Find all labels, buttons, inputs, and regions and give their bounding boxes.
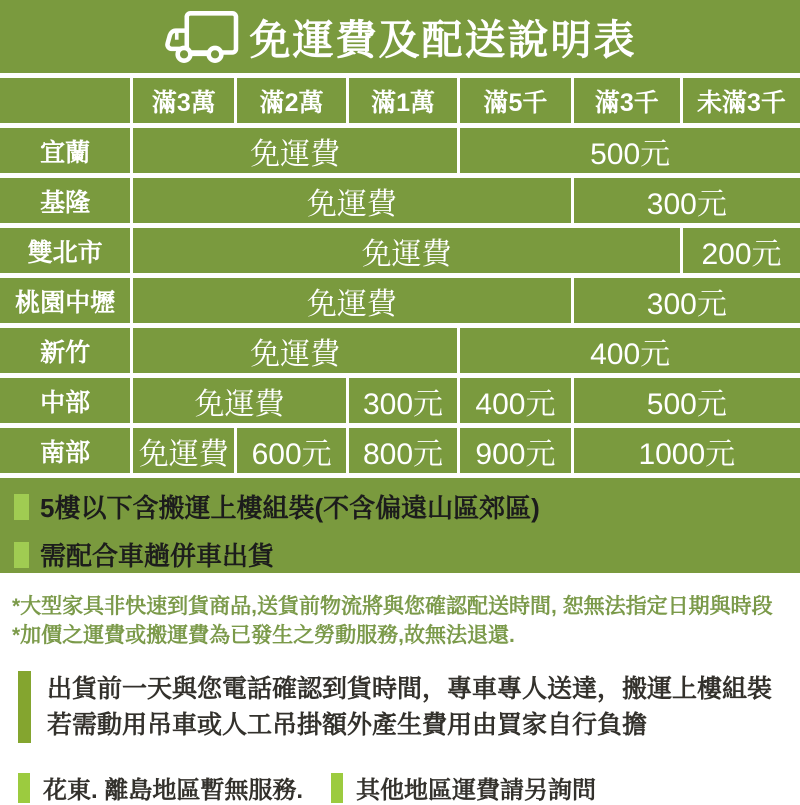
region-label: 南部 (0, 426, 132, 476)
fee-cell: 500元 (572, 376, 800, 426)
fee-cell: 300元 (347, 376, 458, 426)
region-label: 新竹 (0, 326, 132, 376)
fee-cell: 900元 (459, 426, 572, 476)
delivery-note-line: 若需動用吊車或人工吊掛額外產生費用由買家自行負擔 (47, 711, 648, 739)
fee-cell: 免運費 (132, 276, 572, 326)
footnote-line: *大型家具非快速到貨商品,送貨前物流將與您確認配送時間, 恕無法指定日期與時段 (12, 595, 773, 618)
accent-bar-icon (18, 671, 31, 743)
page-title (0, 0, 800, 73)
fee-cell: 200元 (681, 226, 800, 276)
fee-cell: 300元 (572, 276, 800, 326)
table-row (0, 126, 800, 176)
fee-cell: 免運費 (132, 326, 459, 376)
footnote-line: *加價之運費或搬運費為已發生之勞動服務,故無法退還. (12, 624, 515, 647)
column-header: 滿2萬 (236, 76, 347, 126)
fee-cell: 1000元 (572, 426, 800, 476)
column-header: 滿3萬 (132, 76, 236, 126)
note-text: 需配合車趟併車出貨 (40, 541, 275, 571)
truck-icon (164, 10, 246, 64)
fee-cell: 800元 (347, 426, 458, 476)
accent-bar-icon (18, 773, 30, 803)
region-label: 雙北市 (0, 226, 132, 276)
page-title-text: 免運費及配送說明表 (249, 17, 637, 63)
region-label: 基隆 (0, 176, 132, 226)
table-row (0, 276, 800, 326)
note-text: 5樓以下含搬運上樓組裝(不含偏遠山區郊區) (40, 493, 540, 523)
column-header: 未滿3千 (681, 76, 800, 126)
table-row (0, 226, 800, 276)
footnote-panel (0, 573, 800, 804)
delivery-note (18, 671, 800, 743)
corner-cell (0, 76, 132, 126)
fee-cell: 600元 (236, 426, 347, 476)
bottom-note-text: 花東. 離島地區暫無服務. (43, 777, 304, 804)
shipping-fee-table (0, 73, 800, 478)
green-notes (0, 478, 800, 573)
table-row (0, 426, 800, 476)
fee-cell: 500元 (459, 126, 800, 176)
column-header: 滿5千 (459, 76, 572, 126)
column-header: 滿3千 (572, 76, 681, 126)
table-row (0, 176, 800, 226)
fee-cell: 免運費 (132, 126, 459, 176)
note-line (14, 488, 800, 525)
accent-bar-icon (331, 773, 343, 803)
fee-cell: 400元 (459, 376, 572, 426)
fee-cell: 免運費 (132, 426, 236, 476)
region-label: 宜蘭 (0, 126, 132, 176)
table-row (0, 326, 800, 376)
fee-cell: 免運費 (132, 176, 572, 226)
region-label: 中部 (0, 376, 132, 426)
column-header: 滿1萬 (347, 76, 458, 126)
fee-cell: 400元 (459, 326, 800, 376)
note-bullet-icon (14, 542, 29, 568)
delivery-note-line: 出貨前一天與您電話確認到貨時間，專車專人送達，搬運上樓組裝 (47, 675, 773, 703)
note-bullet-icon (14, 494, 29, 520)
delivery-note-text (47, 671, 772, 743)
bottom-note-text: 其他地區運費請另詢問 (356, 777, 597, 804)
fee-cell: 300元 (572, 176, 800, 226)
note-line (14, 536, 800, 573)
footnotes (0, 573, 800, 650)
fee-cell: 免運費 (132, 376, 348, 426)
table-row (0, 376, 800, 426)
fee-cell: 免運費 (132, 226, 682, 276)
region-label: 桃園中壢 (0, 276, 132, 326)
table-header-row (0, 76, 800, 126)
